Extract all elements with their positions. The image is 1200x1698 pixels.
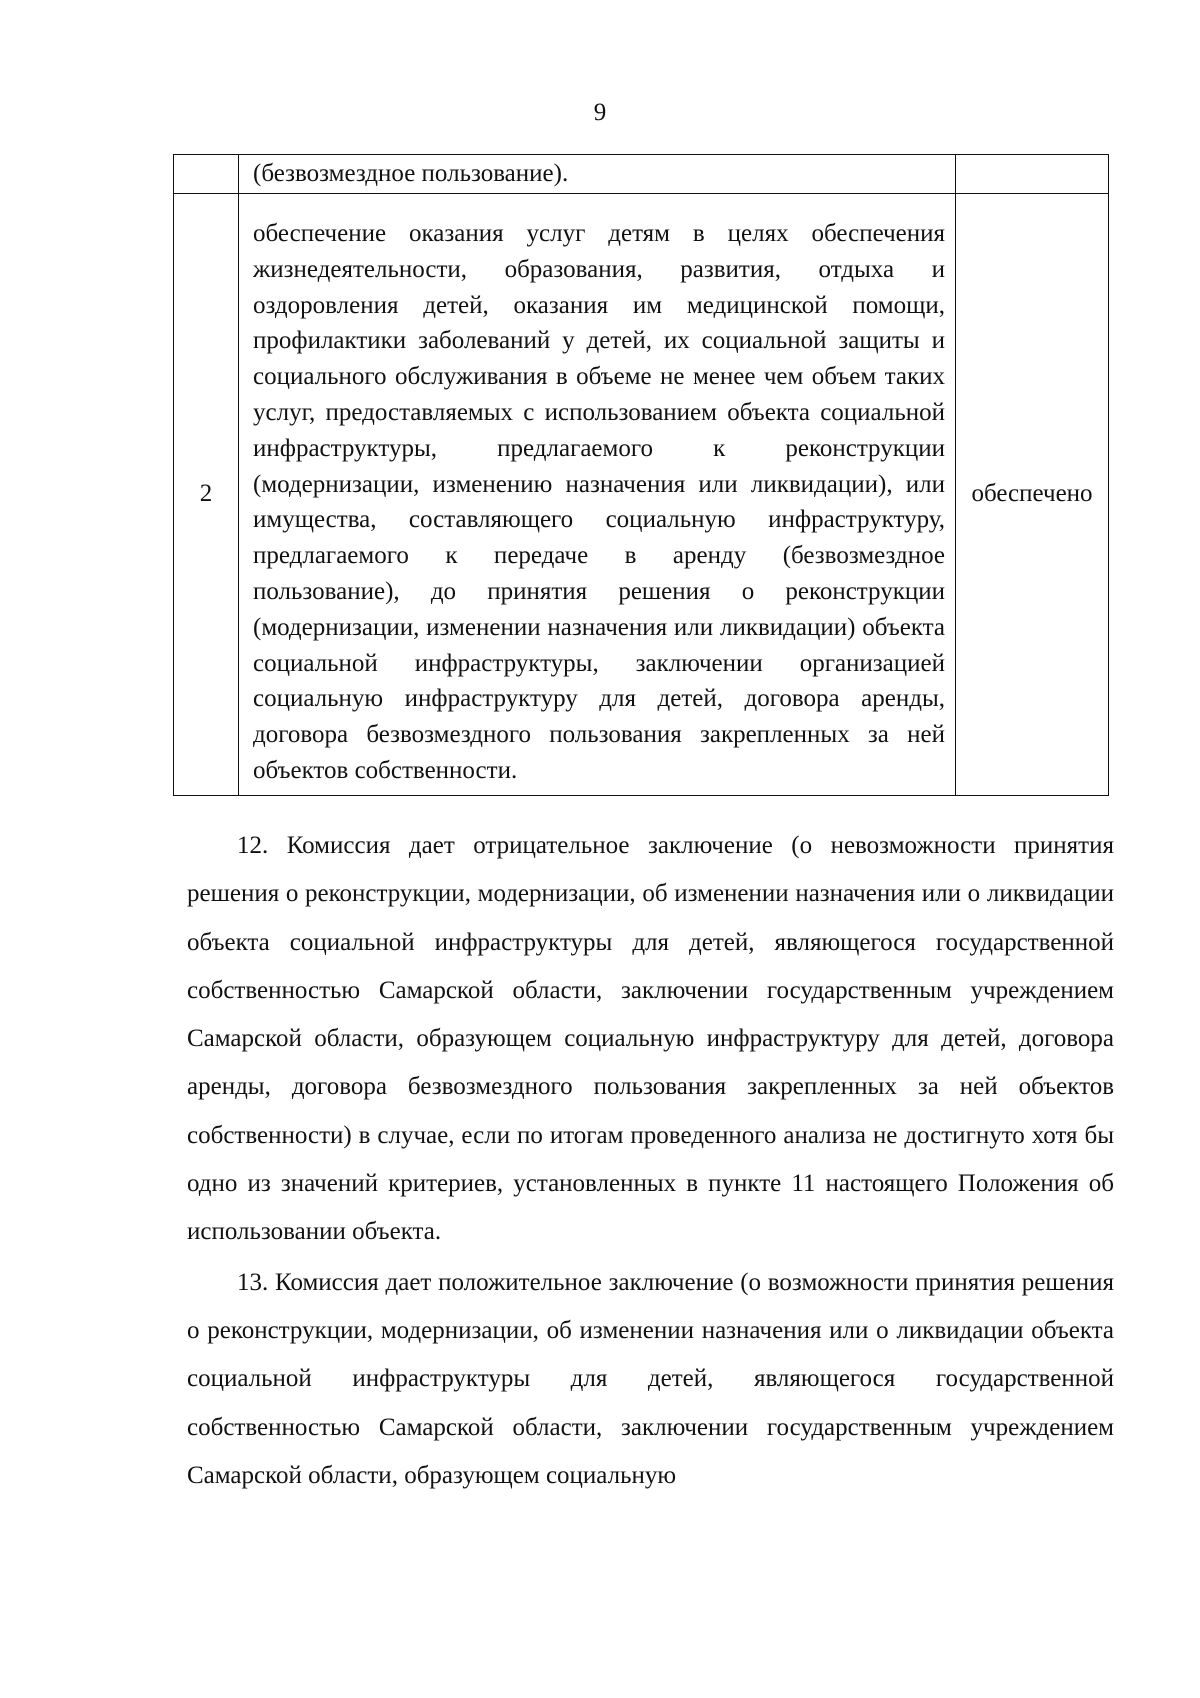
- row-number-cell: 2: [174, 194, 239, 796]
- criterion-cell: (безвозмездное пользование).: [239, 155, 956, 194]
- body-text: [187, 822, 1114, 1500]
- value-cell: обеспечено: [956, 194, 1109, 796]
- value-cell: [956, 155, 1109, 194]
- paragraph-12: 12. Комиссия дает отрицательное заключение (о невозможности принятия решения о реконструкции, модернизации, об изменении назначения или о ликвидации объекта социальной инфраструктуры для детей, являющегося государственной собственностью Самарской области, заключении государственным учреждением Самарской области, образующем социальную инфраструктуру для детей, договора аренды, договора безвозмездного пользования закрепленных за ней объектов собственности) в случае, если по итогам проведенного анализа не достигнуто хотя бы одно из значений критериев, установленных в пункте 11 настоящего Положения об использовании объекта.: [187, 832, 1114, 1246]
- criteria-table: [173, 154, 1109, 796]
- table-row: [174, 155, 1109, 194]
- paragraph-13: 13. Комиссия дает положительное заключение (о возможности принятия решения о реконструкции, модернизации, об изменении назначения или о ликвидации объекта социальной инфраструктуры для детей, являющегося государственной собственностью Самарской области, заключении государственным учреждением Самарской области, образующем социальную: [187, 1268, 1114, 1489]
- page-number: 9: [593, 99, 607, 126]
- table-row: [174, 194, 1109, 796]
- row-number-cell: [174, 155, 239, 194]
- criterion-cell: обеспечение оказания услуг детям в целях обеспечения жизнедеятельности, образования, развития, отдыха и оздоровления детей, оказания им медицинской помощи, профилактики заболеваний у детей, их социальной защиты и социального обслуживания в объеме не менее чем объем таких услуг, предоставляемых с использованием объекта социальной инфраструктуры, предлагаемого к реконструкции (модернизации, изменению назначения или ликвидации), или имущества, составляющего социальную инфраструктуру, предлагаемого к передаче в аренду (безвозмездное пользование), до принятия решения о реконструкции (модернизации, изменении назначения или ликвидации) объекта социальной инфраструктуры, заключении организацией социальную инфраструктуру для детей, договора аренды, договора безвозмездного пользования закрепленных за ней объектов собственности.: [239, 194, 956, 796]
